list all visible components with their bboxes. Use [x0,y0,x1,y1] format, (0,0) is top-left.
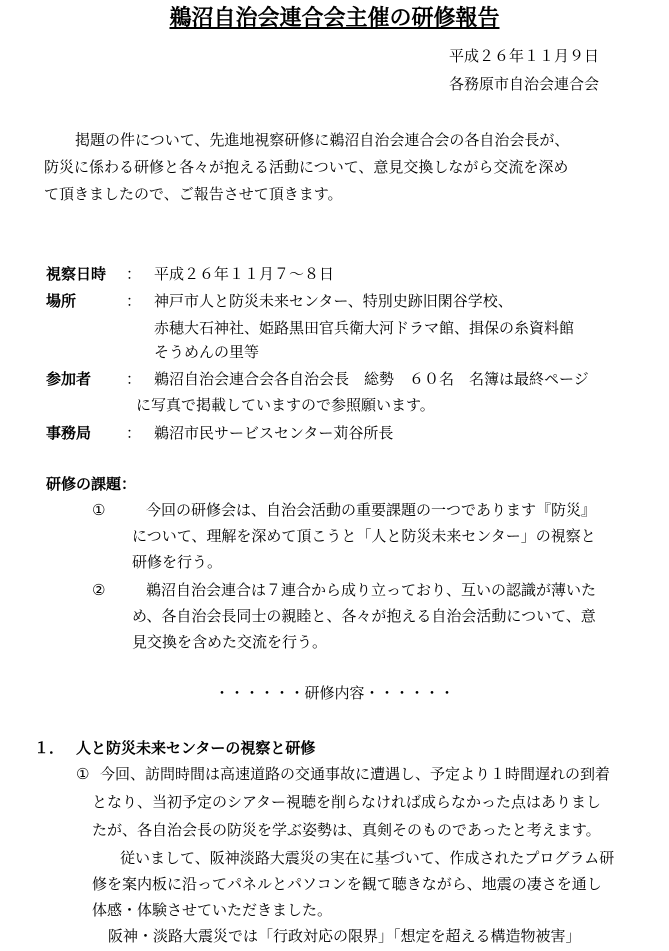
place-label: 場所 [46,292,77,310]
section-number: １． [34,739,65,757]
topic-line: 今回の研修会は、自治会活動の重要課題の一つであります『防災』 [146,501,597,519]
page-title: 鵜沼自治会連合会主催の研修報告 [169,6,500,31]
participants-line: 鵜沼自治会連合会各自治会長 総勢 ６０名 名簿は最終ページ [154,370,589,388]
section-line: 体感・体験させていただきました。 [92,901,333,919]
content-heading: ・・・・・・研修内容・・・・・・ [214,684,455,702]
topic-line: について、理解を深めて頂こうと「人と防災未来センター」の視察と [132,527,596,545]
section-heading: 人と防災未来センターの視察と研修 [76,739,316,757]
topic-mark: ① [92,501,106,519]
intro-line: 掲題の件について、先進地視察研修に鵜沼自治会連合会の各自治会長が、 [75,131,570,149]
participants-colon: ： [126,370,142,388]
office-value: 鵜沼市民サービスセンター苅谷所長 [154,424,394,442]
place-line: 神戸市人と防災未来センター、特別史跡旧閑谷学校、 [154,292,513,310]
place-line: 赤穂大石神社、姫路黒田官兵衛大河ドラマ館、揖保の糸資料館 [154,319,575,337]
section-line: 従いまして、阪神淡路大震災の実在に基づいて、作成されたプログラム研 [120,849,615,867]
topic-mark: ② [92,581,106,599]
date-colon: ： [126,265,142,283]
section-line: 修を案内板に沿ってパネルとパソコンを観て聴きながら、地震の凄さを通し [92,875,602,893]
office-colon: ： [126,424,142,442]
intro-line: て頂きましたので、ご報告させて頂きます。 [44,185,343,203]
participants-line: に写真で掲載していますので参照願います。 [136,396,435,414]
date-value: 平成２６年１１月７～８日 [154,265,335,283]
topic-line: め、各自治会長同士の親睦と、各々が抱える自治会活動について、意 [132,607,596,625]
topic-line: 研修を行う。 [132,553,223,571]
section-line: となり、当初予定のシアター視聴を削らなければ成らなかった点はありまし [92,793,601,811]
section-line: 阪神・淡路大震災では「行政対応の限界」「想定を超える構造物被害」 [108,927,581,945]
section-line: 今回、訪問時間は高速道路の交通事故に遭遇し、予定より１時間遅れの到着 [100,765,611,783]
organization-name: 各務原市自治会連合会 [449,75,600,93]
topic-line: 見交換を含めた交流を行う。 [132,633,328,651]
intro-line: 防災に係わる研修と各々が抱える活動について、意見交換しながら交流を深め [44,158,569,176]
participants-label: 参加者 [46,370,92,388]
section-line: たが、各自治会長の防災を学ぶ姿勢は、真剣そのものであったと考えます。 [92,821,601,839]
place-line: そうめんの里等 [154,343,260,361]
section-mark: ① [76,765,90,783]
place-colon: ： [126,292,142,310]
office-label: 事務局 [46,424,92,442]
topics-label: 研修の課題： [46,475,137,493]
topic-line: 鵜沼自治会連合は７連合から成り立っており、互いの認識が薄いた [146,581,597,599]
date-label: 視察日時 [46,265,107,283]
report-date: 平成２６年１１月９日 [449,47,600,65]
